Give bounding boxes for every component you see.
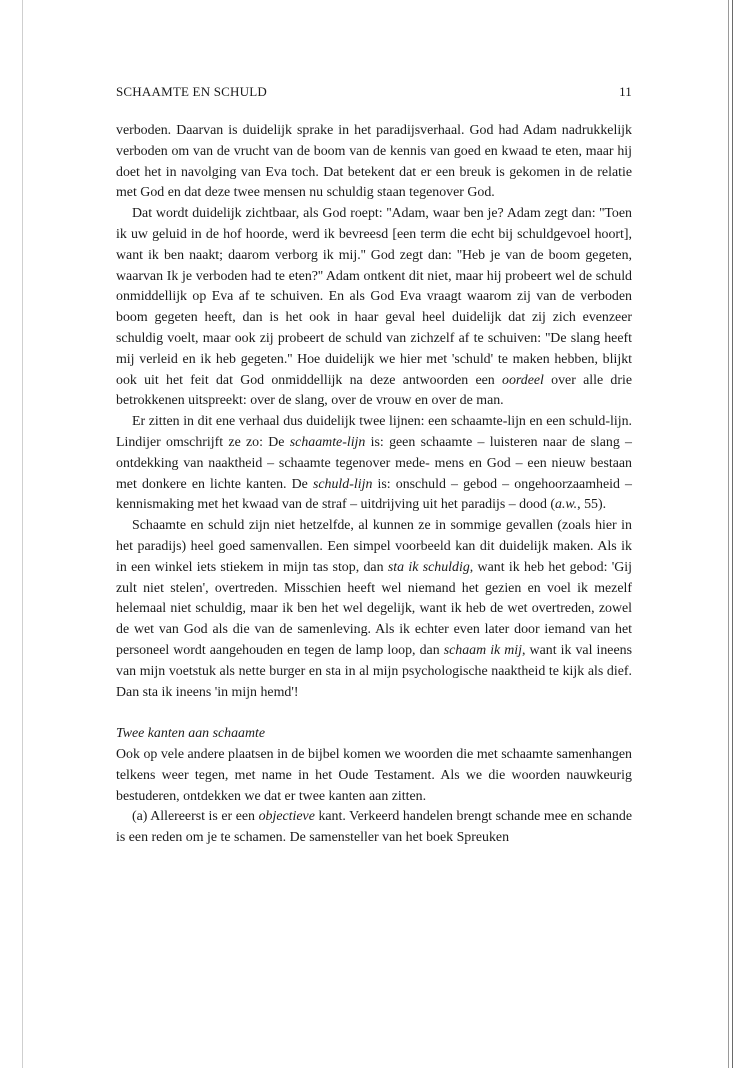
running-title: SCHAAMTE EN SCHULD	[116, 84, 267, 99]
section-heading: Twee kanten aan schaamte	[116, 726, 266, 742]
paragraph-1: verboden. Daarvan is duidelijk sprake in het paradijsverhaal. God had Adam nadrukkelijk verboden om van de vrucht van de boom van de kennis van goed en kwaad te eten, maar hij doet het in navolging van Eva toch. Dat betekent dat er een breuk is gekomen in de relatie met God en dat deze twee mensen nu schuldig staan tegenover God.	[116, 123, 632, 201]
emphasis-objectieve: objectieve	[258, 809, 315, 825]
emphasis-aw: a.w.	[555, 497, 578, 513]
paragraph-4: Schaamte en schuld zijn niet hetzelfde, al kunnen ze in sommige gevallen (zoals hier in het paradijs) heel goed samenvallen. Een simpel voorbeeld kan dit duidelijk maken. Als ik in een winkel iets stiekem in mijn tas stop, dan sta ik schuldig, want ik heb het gebod: 'Gij zult niet stelen', overtreden. Misschien heeft wel niemand het gezien en voel ik mezelf helemaal niet schuldig, maar ik ben het wel degelijk, want ik heb de wet overtreden, zowel de wet van God als die van de samenleving. Als ik echter even later door iemand van het personeel wordt aangehouden en tegen de lamp loop, dan schaam ik mij, want ik val ineens van mijn voetstuk als nette burger en sta in al mijn psychologische naaktheid te kijk als dief. Dan sta ik ineens 'in mijn hemd'!	[116, 518, 632, 700]
page-edge-right	[728, 0, 729, 1068]
page-edge-left	[22, 0, 23, 1068]
running-header	[116, 84, 632, 104]
paragraph-3: Er zitten in dit ene verhaal dus duidelijk twee lijnen: een schaamte-lijn en een schuld-lijn. Lindijer omschrijft ze zo: De schaamte-lijn is: geen schaamte – luisteren naar de slang – ontdekking van naaktheid – schaamte tegenover mede- mens en God – een nieuw bestaan met donkere en lichte kanten. De schuld-lijn is: onschuld – gebod – ongehoorzaamheid – kennismaking met het kwaad van de straf – uitdrijving uit het paradijs – dood (a.w., 55).	[116, 414, 632, 513]
paragraph-2: Dat wordt duidelijk zichtbaar, als God roept: ''Adam, waar ben je? Adam zegt dan: ''Toen ik uw geluid in de hof hoorde, werd ik bevreesd [een term die echt bij schuldgevoel hoort], want ik ben naakt; daarom verborg ik mij.'' God zegt dan: ''Heb je van de boom gegeten, waarvan Ik je verboden had te eten?'' Adam ontkent dit niet, maar hij probeert wel de schuld onmiddellijk op Eva af te schuiven. En als God Eva vraagt waarom zij van de verboden boom gegeten heeft, dan is het ook in haar geval heel duidelijk dat zij zich evenzeer schuldig voelt, maar ook zij probeert de schuld van zichzelf af te schuiven: ''De slang heeft mij verleid en ik heb gegeten.'' Hoe duidelijk we hier met 'schuld' te maken hebben, blijkt ook uit het feit dat God onmiddellijk na deze antwoorden een oordeel over alle drie betrokkenen uitspreekt: over de slang, over de vrouw en over de man.	[116, 206, 632, 409]
emphasis-schuld-lijn: schuld-lijn	[312, 476, 373, 492]
paragraph-6: (a) Allereerst is er een objectieve kant. Verkeerd handelen brengt schande mee en schande is een reden om je te schamen. De samensteller van het boek Spreuken	[116, 809, 633, 846]
emphasis-schaamte-lijn: schaamte-lijn	[289, 434, 366, 450]
page-number: 11	[619, 84, 632, 99]
emphasis-schaam-ik-mij: schaam ik mij	[443, 642, 523, 658]
paragraph-5: Ook op vele andere plaatsen in de bijbel komen we woorden die met schaamte samenhangen telkens weer tegen, met name in het Oude Testament. Als we die woorden nauwkeurig bestuderen, ontdekken we dat er twee kanten aan zitten.	[116, 746, 632, 804]
body-text	[116, 121, 632, 849]
page-edge-right-shadow	[732, 0, 733, 1068]
emphasis-oordeel: oordeel	[502, 372, 544, 388]
emphasis-sta-ik-schuldig: sta ik schuldig	[387, 559, 470, 575]
